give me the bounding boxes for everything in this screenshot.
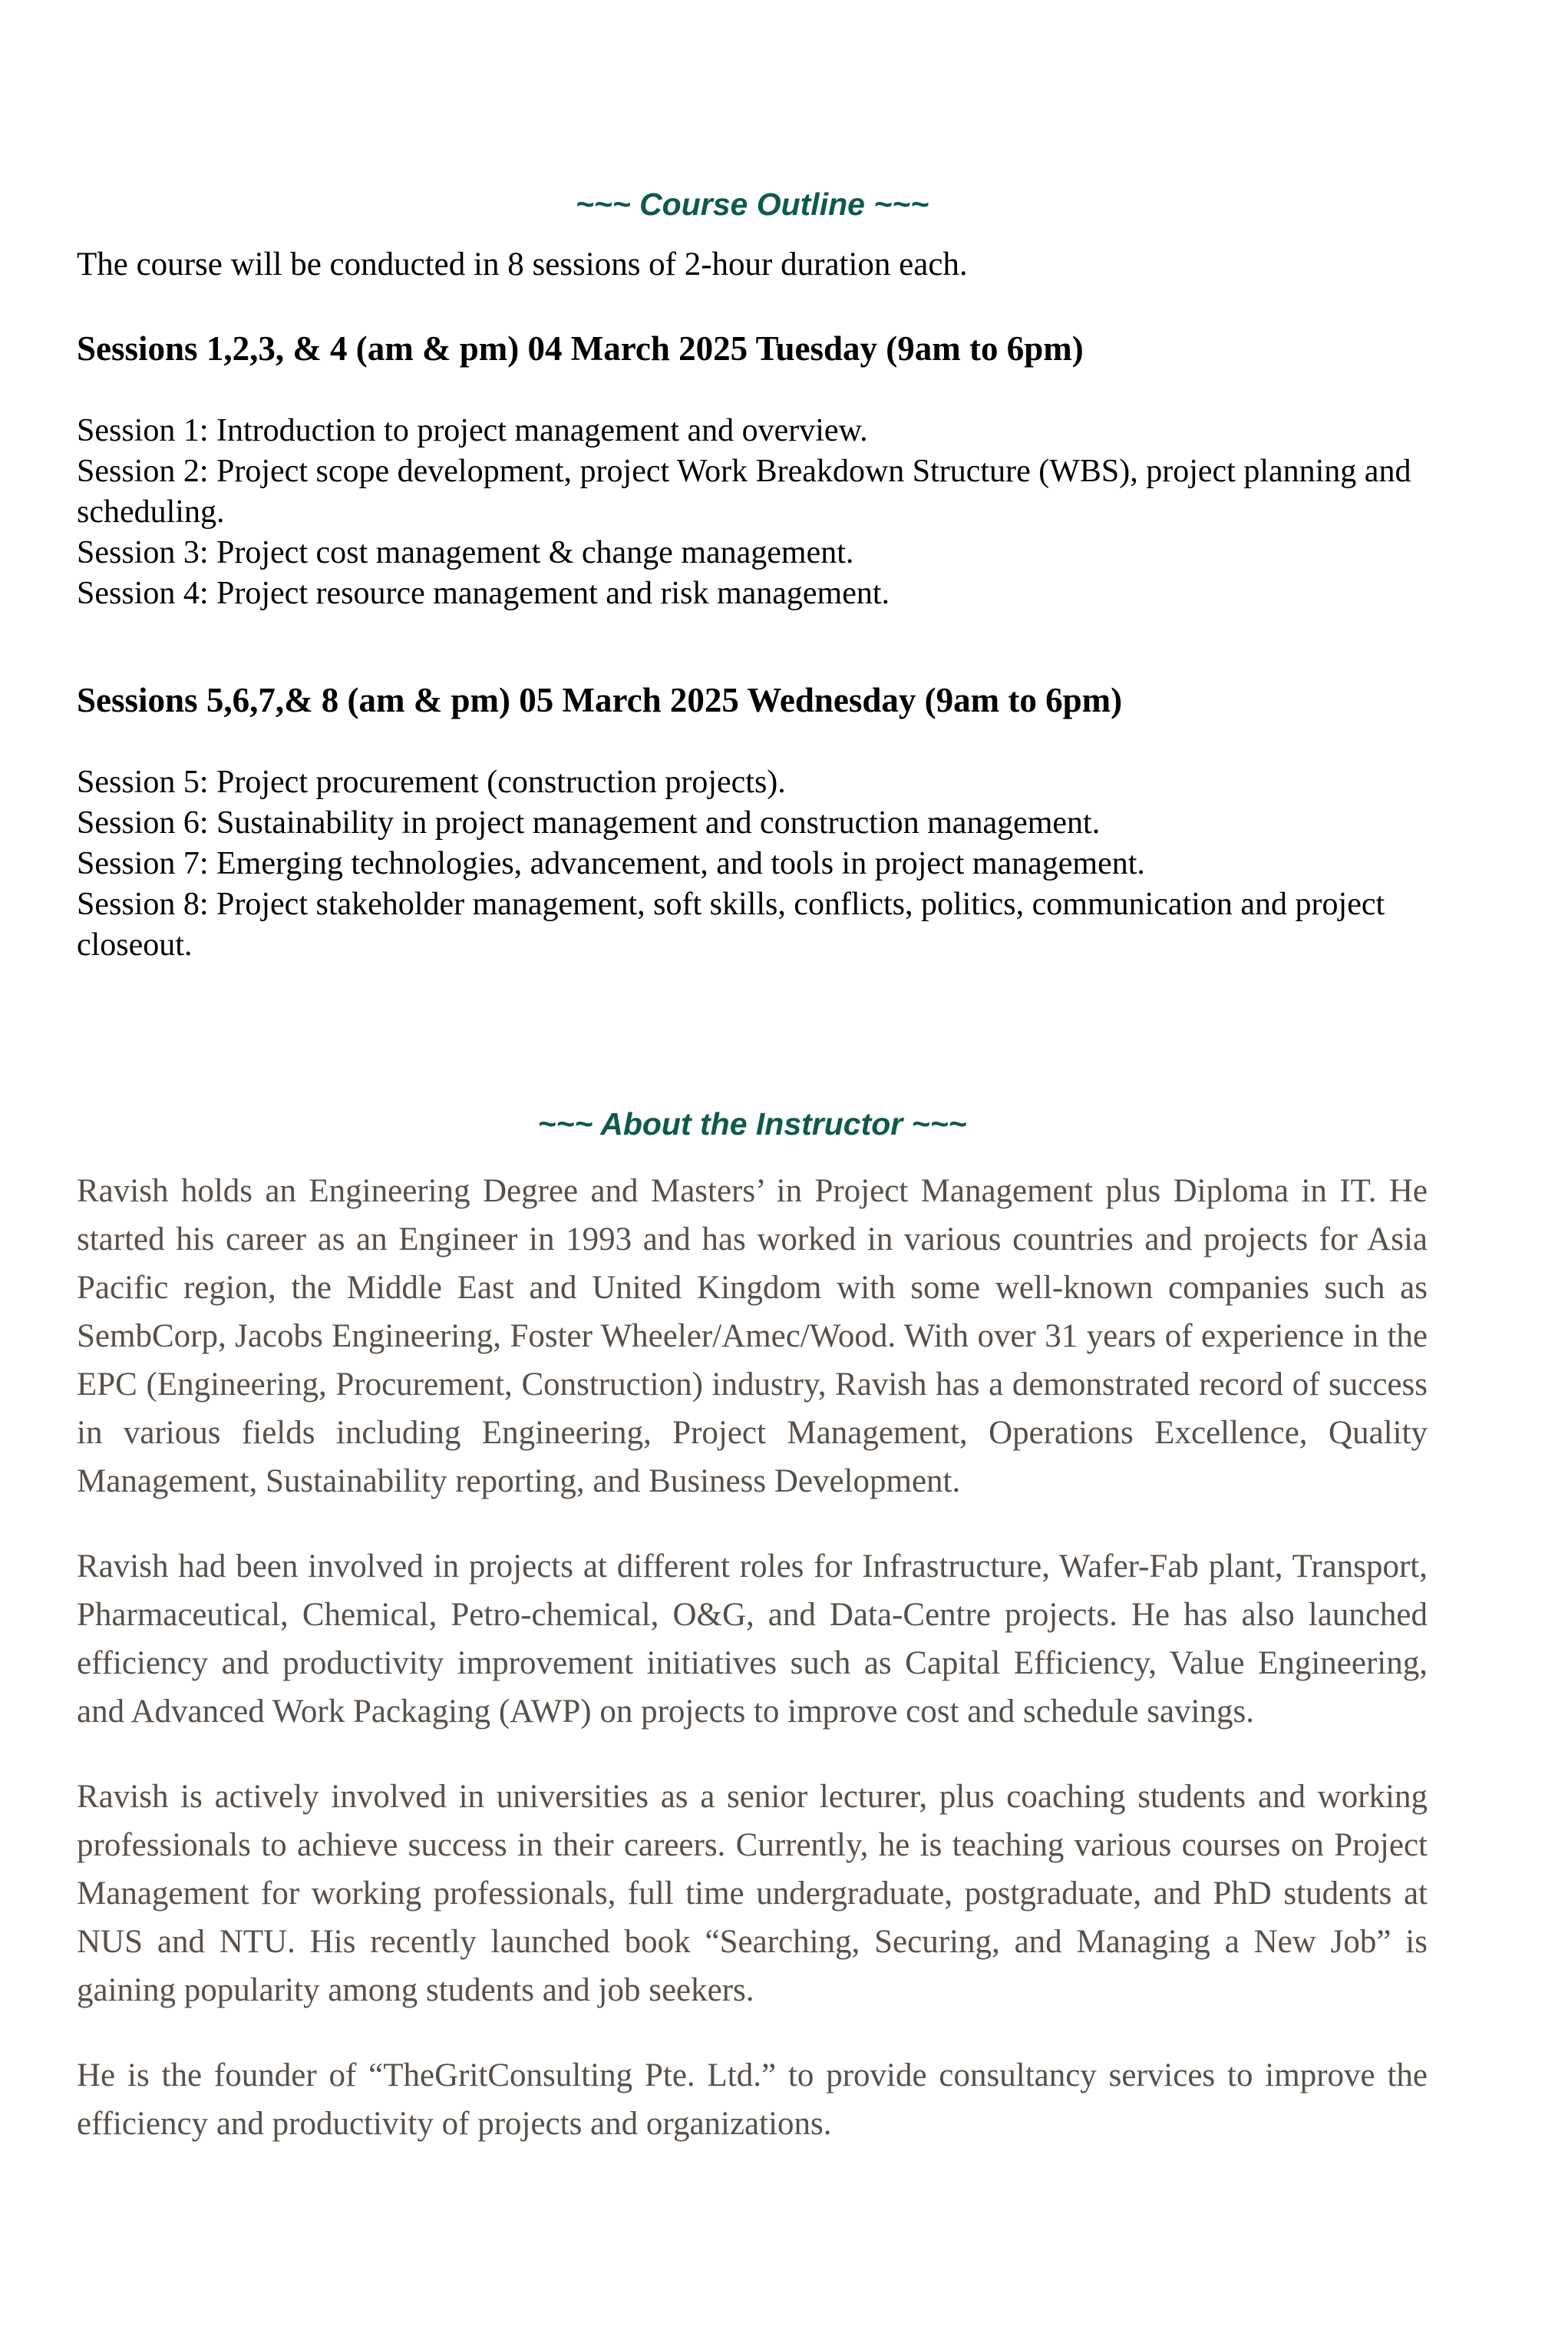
session-item-4: Session 4: Project resource management and risk management. bbox=[77, 576, 890, 611]
session-item-1: Session 1: Introduction to project management and overview. bbox=[77, 413, 868, 448]
session-item-7: Session 7: Emerging technologies, advancement, and tools in project management. bbox=[77, 846, 1145, 881]
instructor-paragraph-4: He is the founder of “TheGritConsulting Pte. Ltd.” to provide consultancy services to improve the efficiency and productivity of projects and organizations. bbox=[77, 2057, 1428, 2142]
day2-heading: Sessions 5,6,7,& 8 (am & pm) 05 March 2025 Wednesday (9am to 6pm) bbox=[77, 681, 1123, 719]
session-item-8: Session 8: Project stakeholder management, soft skills, conflicts, politics, communication and project closeout. bbox=[77, 887, 1385, 963]
course-intro-text: The course will be conducted in 8 sessions of 2-hour duration each. bbox=[77, 246, 968, 283]
course-outline-section bbox=[77, 184, 1428, 966]
about-instructor-section bbox=[77, 1104, 1428, 2148]
course-outline-title: ~~~ Course Outline ~~~ bbox=[575, 187, 929, 222]
session-item-6: Session 6: Sustainability in project management and construction management. bbox=[77, 805, 1101, 841]
day2-session-list bbox=[77, 762, 1428, 966]
instructor-paragraph-2: Ravish had been involved in projects at different roles for Infrastructure, Wafer-Fab plant, Transport, Pharmaceutical, Chemical, Petro-chemical, O&G, and Data-Centre projects. He has also launched efficiency and productivity improvement initiatives such as Capital Efficiency, Value Engineering, and Advanced Work Packaging (AWP) on projects to improve cost and schedule savings. bbox=[77, 1548, 1428, 1730]
session-item-3: Session 3: Project cost management & change management. bbox=[77, 535, 854, 570]
instructor-paragraph-1: Ravish holds an Engineering Degree and Masters’ in Project Management plus Diploma in IT. He started his career as an Engineer in 1993 and has worked in various countries and projects for Asia Pacific region, the Middle East and United Kingdom with some well-known companies such as SembCorp, Jacobs Engineering, Foster Wheeler/Amec/Wood. With over 31 years of experience in the EPC (Engineering, Procurement, Construction) industry, Ravish has a demonstrated record of success in various fields including Engineering, Project Management, Operations Excellence, Quality Management, Sustainability reporting, and Business Development. bbox=[77, 1173, 1428, 1499]
session-item-2: Session 2: Project scope development, project Work Breakdown Structure (WBS), project planning and scheduling. bbox=[77, 454, 1411, 530]
day1-session-list bbox=[77, 411, 1428, 614]
instructor-paragraph-3: Ravish is actively involved in universities as a senior lecturer, plus coaching students and working professionals to achieve success in their careers. Currently, he is teaching various courses on Project Management for working professionals, full time undergraduate, postgraduate, and PhD students at NUS and NTU. His recently launched book “Searching, Securing, and Managing a New Job” is gaining popularity among students and job seekers. bbox=[77, 1779, 1428, 2008]
about-instructor-title: ~~~ About the Instructor ~~~ bbox=[537, 1106, 967, 1142]
session-item-5: Session 5: Project procurement (construction projects). bbox=[77, 765, 786, 800]
day1-heading: Sessions 1,2,3, & 4 (am & pm) 04 March 2025 Tuesday (9am to 6pm) bbox=[77, 329, 1084, 368]
instructor-paragraphs bbox=[77, 1167, 1428, 2148]
